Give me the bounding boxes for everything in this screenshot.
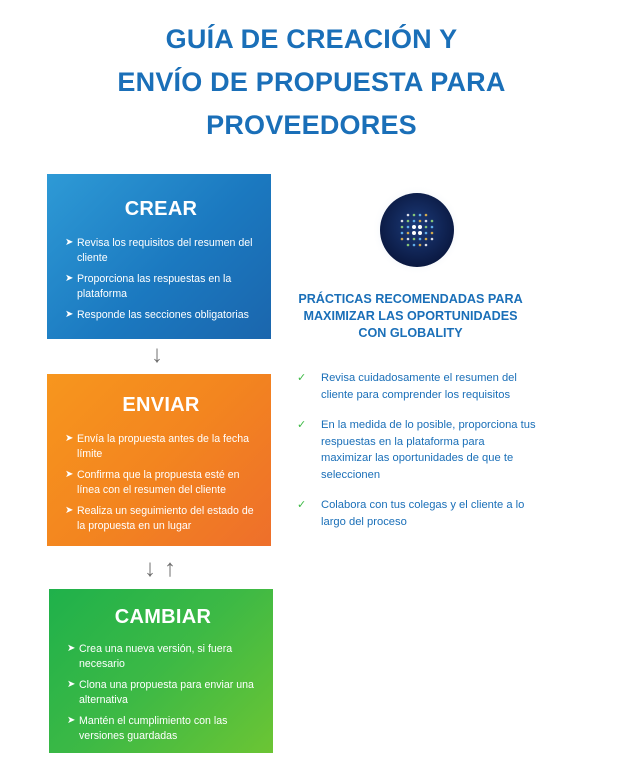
list-item xyxy=(67,642,259,671)
globe-dot xyxy=(401,238,404,241)
globe-dot xyxy=(425,220,428,223)
check-icon: ✓ xyxy=(297,419,307,431)
arrow-bullet-icon: ➤ xyxy=(65,273,74,284)
list-item-text: Crea una nueva versión, si fuera necesario xyxy=(79,643,233,670)
arrow-bullet-icon: ➤ xyxy=(67,715,76,726)
globe-dot xyxy=(431,226,434,229)
globe-dot xyxy=(401,226,404,229)
list-item xyxy=(297,417,537,483)
globe-dot xyxy=(413,214,416,217)
list-item xyxy=(65,432,257,461)
list-item xyxy=(297,370,537,403)
globe-dot xyxy=(425,214,428,217)
title-line-2: ENVÍO DE PROPUESTA PARA xyxy=(117,67,506,97)
globe-dot xyxy=(419,220,422,223)
arrow-bullet-icon: ➤ xyxy=(65,469,74,480)
list-item xyxy=(65,504,257,533)
check-icon: ✓ xyxy=(297,499,307,511)
globe-dot xyxy=(419,214,422,217)
list-item-text: Revisa cuidadosamente el resumen del cliente para comprender los requisitos xyxy=(321,372,517,401)
arrow-down-icon: ↓ xyxy=(144,555,156,582)
arrow-bullet-icon: ➤ xyxy=(65,505,74,516)
globe-dot xyxy=(419,244,422,247)
page-title xyxy=(40,18,583,147)
globe-dot xyxy=(412,231,416,235)
list-item xyxy=(65,272,257,301)
arrow-down-icon: ↓ xyxy=(151,341,163,368)
list-item xyxy=(65,308,257,323)
crear-box xyxy=(47,174,271,339)
globe-dot xyxy=(407,226,410,229)
globe-dot xyxy=(401,232,404,235)
title-line-1: GUÍA DE CREACIÓN Y xyxy=(165,24,458,54)
globe-dot xyxy=(413,238,416,241)
arrow-bullet-icon: ➤ xyxy=(65,309,74,320)
crear-list xyxy=(65,236,257,323)
arrow-bullet-icon: ➤ xyxy=(67,643,76,654)
globe-dot xyxy=(412,225,416,229)
cambiar-box xyxy=(49,589,273,753)
list-item xyxy=(65,236,257,265)
arrow-up-icon: ↑ xyxy=(164,555,176,582)
globe-dot xyxy=(431,220,434,223)
globe-dot xyxy=(413,220,416,223)
enviar-list xyxy=(65,432,257,533)
list-item-text: Realiza un seguimiento del estado de la propuesta en un lugar xyxy=(77,505,254,532)
check-icon: ✓ xyxy=(297,372,307,384)
cambiar-title: CAMBIAR xyxy=(114,606,212,628)
globe-dot xyxy=(425,226,428,229)
globe-dot xyxy=(418,225,422,229)
recommended-practices-list xyxy=(297,370,537,544)
arrow-bullet-icon: ➤ xyxy=(65,433,74,444)
globe-dot xyxy=(425,238,428,241)
title-line-3: PROVEEDORES xyxy=(206,110,417,140)
globe-dot xyxy=(401,220,404,223)
enviar-box xyxy=(47,374,271,546)
globality-logo-icon xyxy=(372,185,462,275)
recommended-practices-title: PRÁCTICAS RECOMENDADAS PARA MAXIMIZAR LAS OPORTUNIDADES CON GLOBALITY xyxy=(298,292,523,340)
enviar-title: ENVIAR xyxy=(122,394,200,416)
globe-dot xyxy=(407,244,410,247)
globe-dot xyxy=(431,232,434,235)
globe-dot xyxy=(425,232,428,235)
list-item xyxy=(65,468,257,497)
list-item xyxy=(67,714,259,743)
list-item-text: Revisa los requisitos del resumen del cliente xyxy=(77,237,253,264)
list-item-text: Mantén el cumplimiento con las versiones guardadas xyxy=(79,715,228,742)
globe-dot xyxy=(419,238,422,241)
globe-dot xyxy=(407,232,410,235)
globe-dot xyxy=(431,238,434,241)
list-item-text: Envía la propuesta antes de la fecha límite xyxy=(77,433,249,460)
list-item xyxy=(67,678,259,707)
list-item-text: Responde las secciones obligatorias xyxy=(77,309,249,321)
list-item-text: En la medida de lo posible, proporciona tus respuestas en la plataforma para maximizar las oportunidades de que te seleccionen xyxy=(321,419,536,481)
list-item-text: Clona una propuesta para enviar una alternativa xyxy=(79,679,254,706)
arrow-bullet-icon: ➤ xyxy=(65,237,74,248)
globe-dot xyxy=(425,244,428,247)
globe-dot xyxy=(413,244,416,247)
globe-dot xyxy=(407,238,410,241)
globe-dot xyxy=(407,214,410,217)
globe-icon xyxy=(372,185,462,275)
list-item xyxy=(297,497,537,530)
list-item-text: Colabora con tus colegas y el cliente a lo largo del proceso xyxy=(321,499,525,528)
globe-dot xyxy=(407,220,410,223)
arrow-bullet-icon: ➤ xyxy=(67,679,76,690)
list-item-text: Proporciona las respuestas en la plataforma xyxy=(77,273,232,300)
crear-title: CREAR xyxy=(124,198,198,220)
globe-dot xyxy=(418,231,422,235)
list-item-text: Confirma que la propuesta esté en línea con el resumen del cliente xyxy=(77,469,240,496)
cambiar-list xyxy=(67,642,259,743)
